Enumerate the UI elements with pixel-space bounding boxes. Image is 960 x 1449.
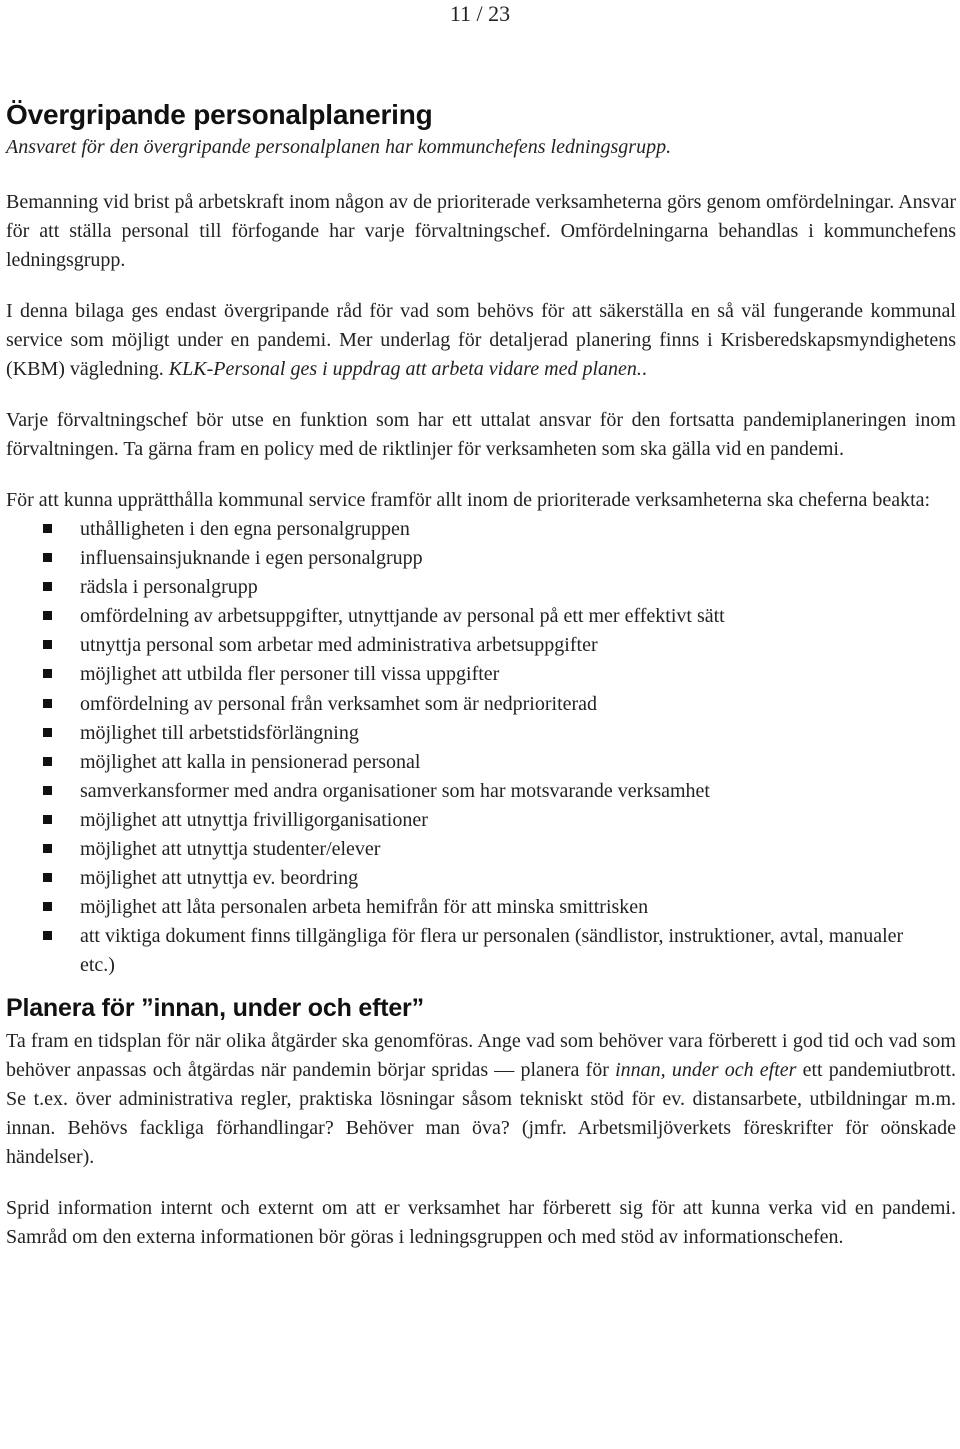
section-heading-personalplanering: Övergripande personalplanering bbox=[6, 99, 433, 130]
list-item: möjlighet till arbetstidsförlängning bbox=[6, 719, 956, 748]
paragraph-kommunal-service: För att kunna upprätthålla kommunal service framför allt inom de prioriterade verksamheterna ska cheferna beakta: bbox=[6, 489, 931, 511]
page-number: 11 / 23 bbox=[449, 1, 511, 26]
paragraph-tidsplan-text2: ett pandemiutbrott. Se t.ex. över administrativa regler, praktiska lösningar såsom tekniskt stöd för ev. distansarbete, utbildningar m.m. innan. Behövs fackliga förhandlingar? Behöver man öva? (jmfr. Arbetsmiljöverkets föreskrifter för oönskade händelser). bbox=[6, 1058, 957, 1168]
square-bullet-icon bbox=[43, 699, 52, 708]
list-item: möjlighet att låta personalen arbeta hemifrån för att minska smittrisken bbox=[6, 893, 956, 922]
paragraph-bemanning: Bemanning vid brist på arbetskraft inom någon av de prioriterade verksamheterna görs genom omfördelningar. Ansvar för att ställa personal till förfogande har varje förvaltningschef. Omfördelningarna behandlas i kommunchefens ledningsgrupp. bbox=[6, 191, 956, 271]
paragraph-sprid-information: Sprid information internt och externt om att er verksamhet har förberett sig för att kunna verka vid en pandemi. Samråd om den externa informationen bör göras i ledningsgruppen och med stöd av informationschefen. bbox=[6, 1196, 956, 1248]
list-item: uthålligheten i den egna personalgruppen bbox=[6, 515, 956, 544]
paragraph-tidsplan-text1: Ta fram en tidsplan för när olika åtgärder ska genomföras. Ange vad som behöver vara förberett i god tid och vad som behöver anpassas och åtgärdas när pandemin börjar spridas — planera för bbox=[6, 1029, 956, 1081]
paragraph-tidsplan-italic: innan, under och efter bbox=[615, 1058, 797, 1081]
paragraph-bilaga-tail: . bbox=[641, 358, 647, 380]
list-item: möjlighet att kalla in pensionerad personal bbox=[6, 748, 956, 777]
list-item: möjlighet att utbilda fler personer till vissa uppgifter bbox=[6, 660, 956, 689]
square-bullet-icon bbox=[43, 902, 52, 911]
square-bullet-icon bbox=[43, 815, 52, 824]
list-item: influensainsjuknande i egen personalgrupp bbox=[6, 544, 956, 573]
list-item: samverkansformer med andra organisationer som har motsvarande verksamhet bbox=[6, 777, 956, 806]
list-item: möjlighet att utnyttja frivilligorganisationer bbox=[6, 806, 956, 835]
list-item: att viktiga dokument finns tillgängliga för flera ur personalen (sändlistor, instruktioner, avtal, manualer etc.) bbox=[6, 922, 956, 980]
intro-paragraph: Ansvaret för den övergripande personalplanen har kommunchefens ledningsgrupp. bbox=[6, 136, 672, 158]
square-bullet-icon bbox=[43, 873, 52, 882]
list-item: rädsla i personalgrupp bbox=[6, 573, 956, 602]
square-bullet-icon bbox=[43, 553, 52, 562]
list-item: omfördelning av arbetsuppgifter, utnyttjande av personal på ett mer effektivt sätt bbox=[6, 602, 956, 631]
list-item: möjlighet att utnyttja ev. beordring bbox=[6, 864, 956, 893]
paragraph-tidsplan bbox=[6, 1027, 956, 1172]
square-bullet-icon bbox=[43, 669, 52, 678]
paragraph-bilaga-text: I denna bilaga ges endast övergripande råd för vad som behövs för att säkerställa en så väl fungerande kommunal service som möjligt under en pandemi. Mer underlag för detaljerad planering finns i Krisberedskapsmyndighetens (KBM) vägledning. bbox=[6, 300, 956, 380]
section-heading-planera: Planera för ”innan, under och efter” bbox=[6, 993, 424, 1022]
square-bullet-icon bbox=[43, 757, 52, 766]
square-bullet-icon bbox=[43, 524, 52, 533]
paragraph-forvaltningschef: Varje förvaltningschef bör utse en funktion som har ett uttalat ansvar för den fortsatta pandemiplaneringen inom förvaltningen. Ta gärna fram en policy med de riktlinjer för verksamheten som ska gälla vid en pandemi. bbox=[6, 409, 956, 460]
square-bullet-icon bbox=[43, 640, 52, 649]
paragraph-bilaga bbox=[6, 297, 956, 384]
square-bullet-icon bbox=[43, 786, 52, 795]
square-bullet-icon bbox=[43, 611, 52, 620]
list-item: möjlighet att utnyttja studenter/elever bbox=[6, 835, 956, 864]
document-body bbox=[6, 97, 956, 1252]
square-bullet-icon bbox=[43, 931, 52, 940]
square-bullet-icon bbox=[43, 582, 52, 591]
square-bullet-icon bbox=[43, 844, 52, 853]
list-item: omfördelning av personal från verksamhet som är nedprioriterad bbox=[6, 690, 956, 719]
square-bullet-icon bbox=[43, 728, 52, 737]
consideration-list bbox=[6, 515, 956, 981]
list-item: utnyttja personal som arbetar med administrativa arbetsuppgifter bbox=[6, 631, 956, 660]
paragraph-bilaga-italic: KLK-Personal ges i uppdrag att arbeta vidare med planen. bbox=[168, 358, 642, 380]
